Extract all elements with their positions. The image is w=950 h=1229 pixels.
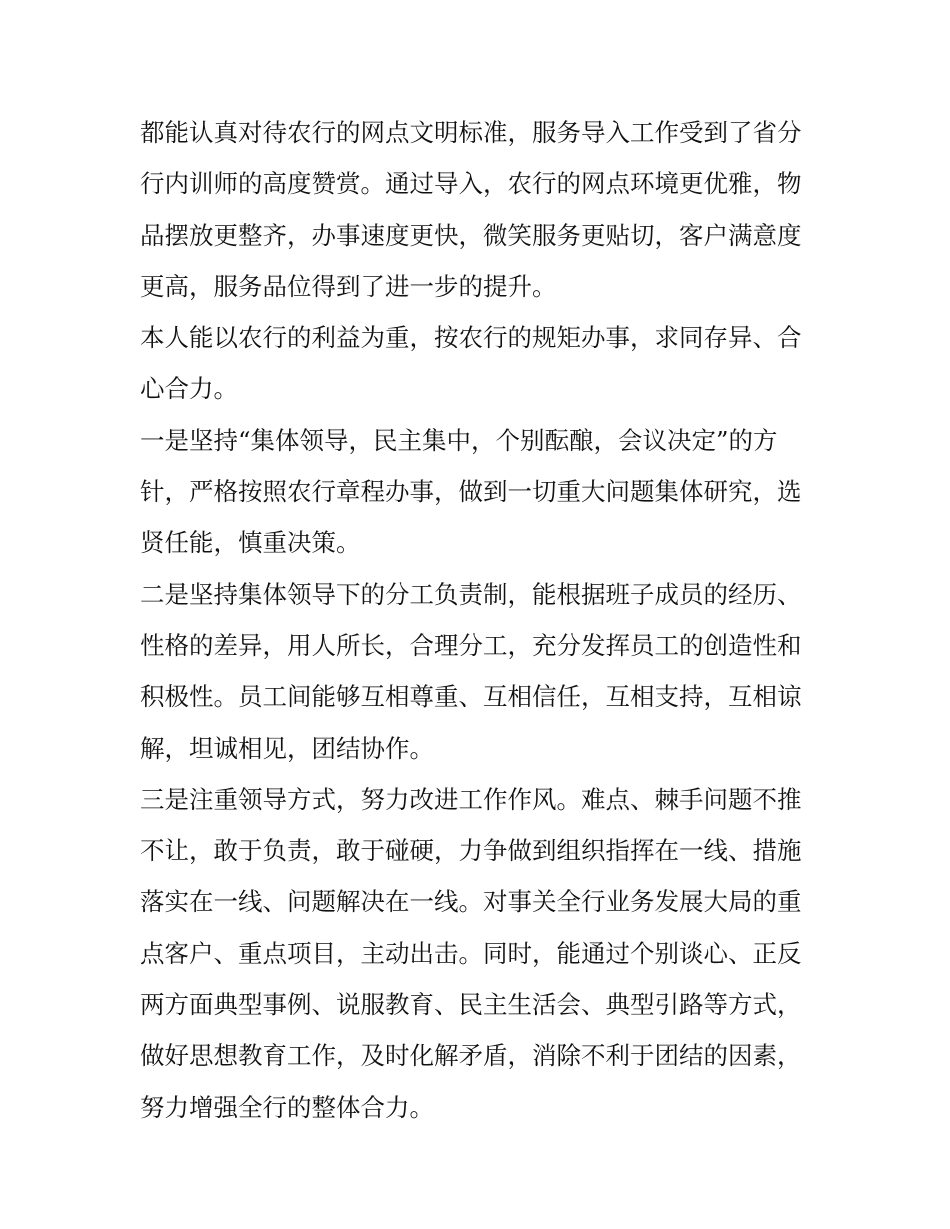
text-line: 品摆放更整齐，办事速度更快，微笑服务更贴切，客户满意度 (140, 220, 802, 250)
text-line: 本人能以农行的利益为重，按农行的规矩办事，求同存异、合 (140, 323, 802, 353)
text-line: 针，严格按照农行章程办事，做到一切重大问题集体研究，选 (140, 477, 802, 507)
text-line: 三是注重领导方式，努力改进工作作风。难点、棘手问题不推 (140, 784, 802, 814)
text-line: 性格的差异，用人所长，合理分工，充分发挥员工的创造性和 (140, 630, 802, 660)
text-line: 两方面典型事例、说服教育、民主生活会、典型引路等方式， (140, 990, 802, 1020)
text-line: 解，坦诚相见，团结协作。 (140, 733, 434, 763)
text-line: 行内训师的高度赞赏。通过导入，农行的网点环境更优雅，物 (140, 169, 802, 199)
text-line: 努力增强全行的整体合力。 (140, 1092, 434, 1122)
text-line: 更高，服务品位得到了进一步的提升。 (140, 271, 557, 301)
text-line: 做好思想教育工作，及时化解矛盾，消除不利于团结的因素， (140, 1041, 802, 1071)
text-line: 二是坚持集体领导下的分工负责制，能根据班子成员的经历、 (140, 579, 802, 609)
text-line: 点客户、重点项目，主动出击。同时，能通过个别谈心、正反 (140, 938, 802, 968)
text-line: 都能认真对待农行的网点文明标准，服务导入工作受到了省分 (140, 118, 802, 147)
text-line: 贤任能，慎重决策。 (140, 528, 361, 558)
text-line: 落实在一线、问题解决在一线。对事关全行业务发展大局的重 (140, 887, 802, 917)
text-line: 积极性。员工间能够互相尊重、互相信任，互相支持，互相谅 (140, 682, 802, 712)
text-line: 心合力。 (140, 374, 238, 404)
text-line: 不让，敢于负责，敢于碰硬，力争做到组织指挥在一线、措施 (140, 836, 802, 866)
text-line: 一是坚持“集体领导，民主集中，个别酝酿，会议决定”的方 (140, 425, 778, 455)
body-text (140, 107, 820, 1133)
